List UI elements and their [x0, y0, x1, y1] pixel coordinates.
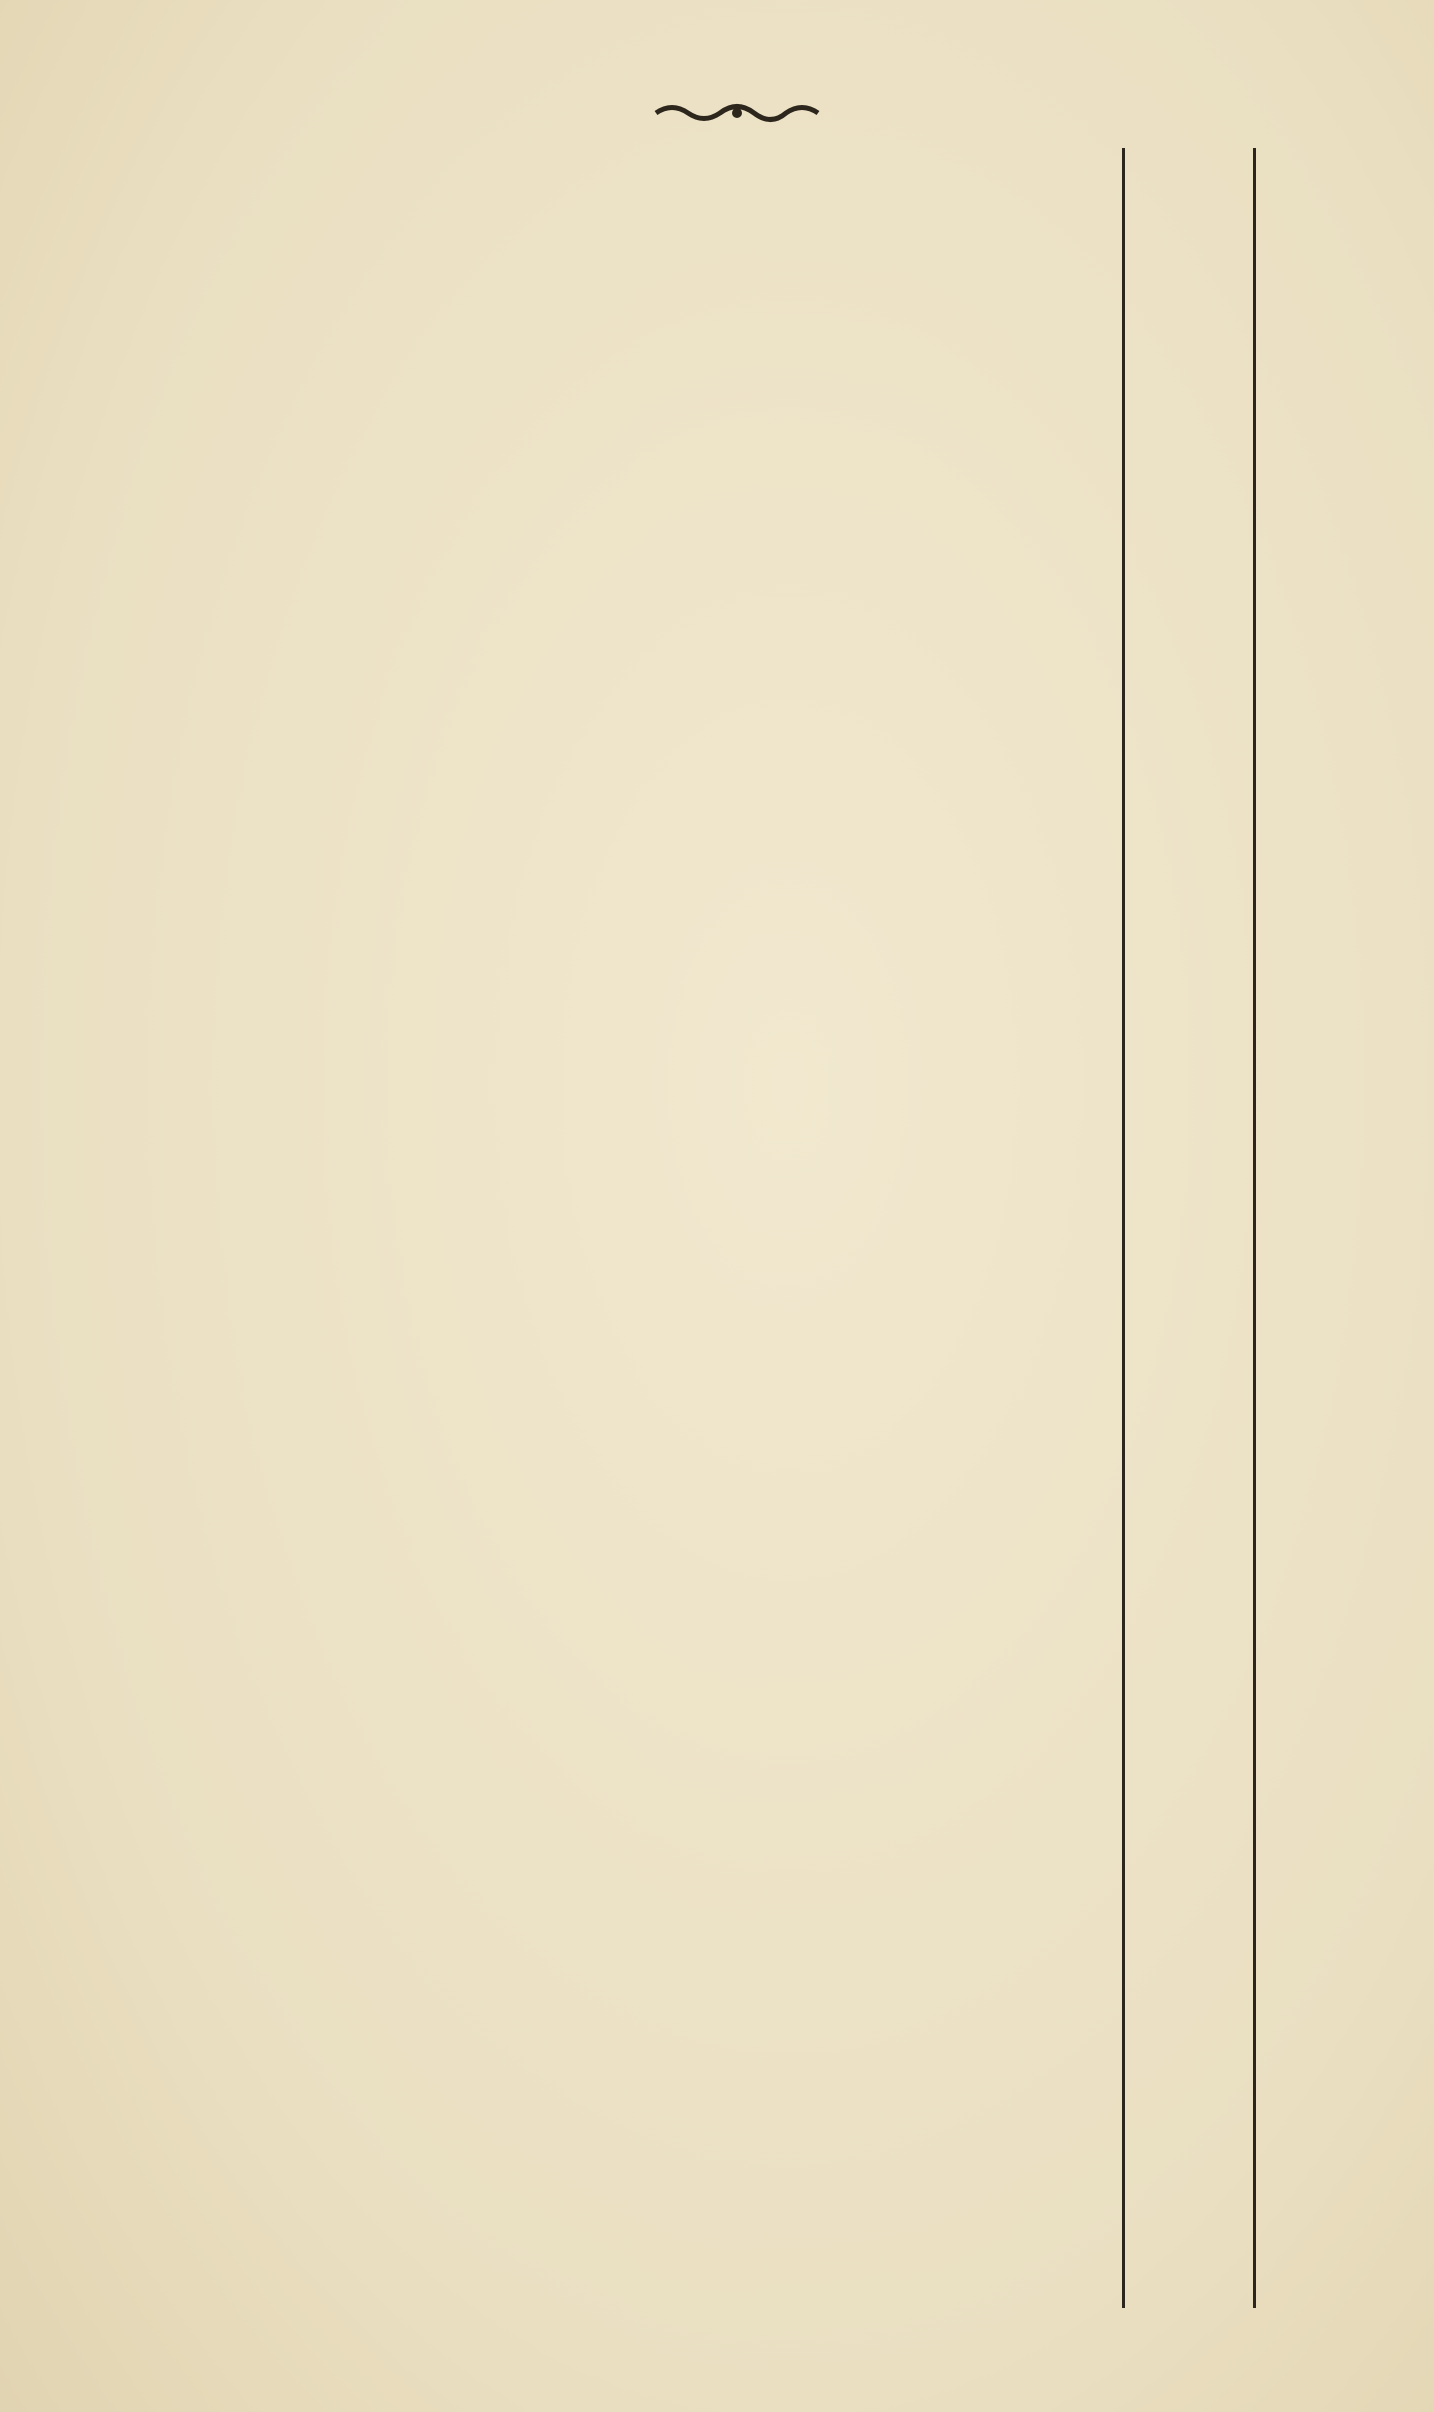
- ornament-icon: [652, 100, 822, 126]
- column-rule-left: [1122, 148, 1125, 2308]
- column-rule-right: [1253, 148, 1256, 2308]
